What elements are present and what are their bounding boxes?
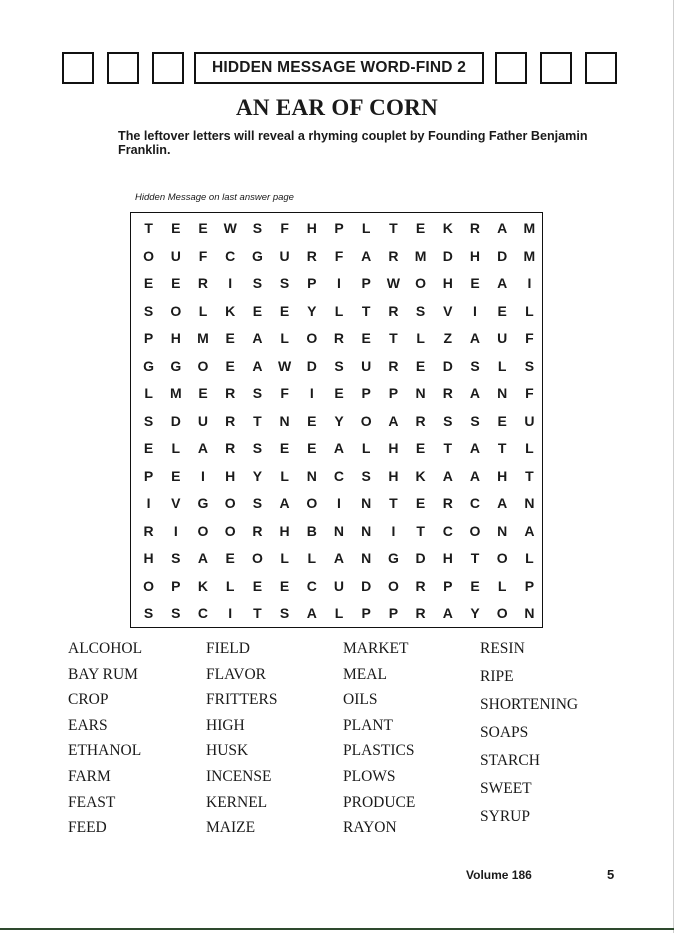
grid-letter: N [306, 467, 317, 484]
word-list-item: EARS [68, 716, 108, 734]
volume-label: Volume 186 [466, 868, 532, 882]
header-row [0, 52, 674, 84]
word-list-item: SHORTENING [480, 696, 579, 713]
word-list-item: RESIN [480, 640, 525, 657]
grid-letter: P [334, 220, 344, 236]
grid-letter: I [228, 605, 233, 621]
grid-letter: F [280, 385, 289, 401]
grid-letter: E [415, 495, 426, 511]
decorative-box [107, 52, 139, 84]
word-list-item: BAY RUM [68, 665, 138, 683]
grid-letter: D [415, 550, 426, 566]
grid-letter: N [497, 522, 508, 539]
grid-letter: T [497, 440, 507, 456]
grid-letter: E [171, 220, 181, 236]
word-list-item: FEAST [68, 793, 116, 811]
grid-letter: R [225, 385, 236, 401]
grid-letter: E [171, 467, 181, 484]
grid-letter: O [360, 412, 372, 429]
grid-letter: P [143, 330, 154, 346]
header-title: HIDDEN MESSAGE WORD-FIND 2 [194, 52, 484, 84]
grid-letter: F [525, 385, 534, 401]
grid-letter: S [143, 412, 154, 429]
grid-letter: S [524, 357, 535, 374]
grid-letter: D [306, 357, 317, 374]
grid-letter: C [197, 605, 209, 621]
grid-letter: N [279, 412, 290, 429]
grid-letter: P [143, 467, 154, 484]
grid-letter: E [415, 357, 426, 374]
grid-letter: P [307, 275, 317, 291]
grid-letter: A [442, 605, 453, 621]
grid-letter: H [388, 467, 399, 484]
grid-letter: T [416, 522, 425, 539]
grid-letter: H [306, 220, 317, 236]
grid-letter: S [252, 275, 263, 291]
grid-letter: O [306, 495, 318, 511]
grid-letter: S [279, 275, 290, 291]
grid-letter: S [252, 495, 263, 511]
grid-letter: H [170, 330, 181, 346]
grid-letter: L [525, 302, 534, 319]
grid-letter: V [443, 302, 453, 319]
grid-letter: T [443, 440, 453, 456]
grid-letter: R [388, 302, 399, 319]
word-list-item: MAIZE [206, 819, 256, 837]
grid-letter: E [198, 220, 208, 236]
grid-letter: G [143, 357, 155, 374]
grid-letter: P [388, 605, 399, 621]
grid-row [131, 408, 544, 436]
grid-letter: G [170, 357, 182, 374]
grid-letter: R [442, 385, 453, 401]
grid-letter: R [415, 577, 426, 594]
grid-letter: I [146, 495, 151, 511]
grid-letter: K [415, 467, 426, 484]
puzzle-title: AN EAR OF CORN [235, 95, 439, 120]
grid-letter: Y [334, 412, 344, 429]
grid-letter: I [201, 467, 205, 484]
grid-letter: A [469, 467, 481, 484]
grid-letter: T [253, 412, 262, 429]
grid-letter: Z [443, 330, 453, 346]
grid-letter: A [388, 412, 399, 429]
grid-letter: M [523, 247, 536, 264]
grid-row [131, 518, 544, 546]
grid-letter: P [361, 605, 371, 621]
page-number: 5 [607, 867, 615, 882]
grid-letter: S [252, 385, 263, 401]
grid-letter: L [280, 467, 289, 484]
grid-letter: R [333, 330, 345, 346]
grid-letter: G [387, 550, 399, 566]
grid-letter: E [252, 302, 263, 319]
grid-letter: L [361, 220, 371, 236]
grid-letter: L [307, 550, 317, 566]
grid-letter: P [388, 385, 399, 401]
decorative-box [495, 52, 527, 84]
grid-letter: U [197, 412, 209, 429]
grid-letter: E [470, 275, 480, 291]
grid-letter: O [143, 577, 155, 594]
grid-row [131, 353, 544, 381]
word-list-item: KERNEL [206, 793, 268, 811]
grid-letter: L [361, 440, 371, 456]
grid-letter: H [497, 467, 508, 484]
grid-letter: D [497, 247, 508, 264]
grid-letter: S [171, 550, 181, 566]
grid-letter: S [470, 357, 480, 374]
grid-letter: E [334, 385, 344, 401]
grid-letter: F [280, 220, 289, 236]
grid-letter: E [171, 275, 181, 291]
grid-letter: V [171, 495, 181, 511]
grid-letter: E [307, 412, 317, 429]
grid-letter: L [416, 330, 425, 346]
grid-row [131, 435, 544, 463]
word-list-item: SYRUP [480, 808, 530, 825]
grid-letter: O [469, 522, 481, 539]
grid-letter: A [252, 357, 263, 374]
grid-letter: P [361, 275, 371, 291]
grid-letter: R [252, 522, 263, 539]
grid-letter: E [225, 330, 235, 346]
grid-letter: S [361, 467, 371, 484]
grid-letter: G [197, 495, 209, 511]
word-list-item: FIELD [206, 640, 250, 657]
grid-letter: F [198, 247, 208, 264]
grid-letter: A [469, 385, 481, 401]
grid-letter: M [523, 220, 536, 236]
word-list-item: INCENSE [206, 768, 272, 785]
word-list-item: SOAPS [480, 724, 529, 741]
grid-letter: O [251, 550, 263, 566]
grid-letter: L [497, 577, 507, 594]
word-list-item: PLASTICS [343, 742, 415, 760]
grid-letter: W [223, 220, 237, 236]
bottom-rule [0, 928, 674, 930]
grid-letter: H [225, 467, 236, 484]
grid-letter: N [361, 550, 372, 566]
grid-letter: E [307, 440, 317, 456]
puzzle-intro: The leftover letters will reveal a rhyming couplet by Founding Father Benjamin Franklin. [118, 129, 588, 157]
grid-letter: T [389, 330, 398, 346]
grid-letter: T [525, 467, 534, 484]
hidden-message-hint: Hidden Message on last answer page [135, 192, 294, 203]
grid-letter: P [361, 385, 371, 401]
grid-letter: U [361, 357, 372, 374]
grid-letter: L [144, 385, 153, 401]
decorative-box [152, 52, 184, 84]
grid-letter: T [389, 495, 398, 511]
grid-letter: S [171, 605, 181, 621]
decorative-box [62, 52, 94, 84]
grid-letter: N [361, 495, 372, 511]
grid-letter: A [469, 330, 481, 346]
grid-letter: E [415, 440, 426, 456]
grid-row [131, 463, 544, 491]
grid-letter: I [173, 522, 178, 539]
grid-row [131, 270, 544, 298]
grid-letter: Y [252, 467, 263, 484]
grid-letter: O [143, 247, 155, 264]
grid-letter: C [225, 247, 236, 264]
grid-letter: L [225, 577, 235, 594]
grid-letter: F [525, 330, 534, 346]
grid-letter: L [334, 302, 344, 319]
grid-letter: R [306, 247, 317, 264]
grid-letter: A [497, 220, 508, 236]
word-list-item: HUSK [206, 742, 249, 760]
grid-letter: R [143, 522, 154, 539]
word-list-item: FARM [68, 768, 111, 785]
word-list-item: CROP [68, 691, 109, 709]
grid-letter: S [252, 220, 263, 236]
grid-letter: S [143, 605, 154, 621]
grid-letter: M [414, 247, 427, 264]
grid-letter: U [333, 577, 345, 594]
grid-letter: D [170, 412, 181, 429]
grid-letter: T [389, 220, 398, 236]
grid-letter: H [143, 550, 154, 566]
grid-letter: N [361, 522, 372, 539]
grid-letter: A [333, 550, 345, 566]
grid-row [131, 380, 544, 408]
grid-letter: K [225, 302, 236, 319]
grid-letter: D [361, 577, 372, 594]
grid-letter: F [334, 247, 344, 264]
grid-letter: I [228, 275, 233, 291]
word-list-item: FRITTERS [206, 691, 278, 709]
grid-letter: L [497, 357, 507, 374]
grid-letter: U [524, 412, 535, 429]
grid-letter: P [171, 577, 181, 594]
grid-letter: O [197, 522, 209, 539]
grid-letter: R [197, 275, 209, 291]
word-list-item: SWEET [480, 780, 532, 797]
grid-letter: Y [307, 302, 317, 319]
grid-letter: I [337, 495, 341, 511]
grid-letter: E [225, 550, 235, 566]
grid-letter: S [279, 605, 290, 621]
word-list-item: OILS [343, 691, 378, 709]
grid-letter: M [197, 330, 209, 346]
grid-letter: I [337, 275, 341, 291]
grid-letter: R [388, 247, 399, 264]
grid-letter: T [253, 605, 262, 621]
letter-grid [130, 212, 543, 628]
grid-letter: H [469, 247, 481, 264]
grid-letter: H [279, 522, 290, 539]
grid-letter: L [525, 550, 534, 566]
grid-letter: A [524, 522, 535, 539]
word-list-item: STARCH [480, 752, 540, 769]
grid-letter: N [497, 385, 508, 401]
grid-letter: W [277, 357, 292, 374]
grid-letter: O [197, 357, 209, 374]
grid-letter: R [415, 412, 426, 429]
grid-letter: N [524, 495, 535, 511]
grid-letter: B [306, 522, 317, 539]
grid-letter: C [469, 495, 481, 511]
grid-letter: S [252, 440, 263, 456]
grid-letter: I [391, 522, 396, 539]
grid-letter: O [306, 330, 318, 346]
grid-letter: I [527, 275, 532, 291]
grid-letter: E [252, 577, 263, 594]
grid-letter: E [143, 275, 154, 291]
grid-letter: H [442, 550, 453, 566]
grid-letter: N [524, 605, 535, 621]
word-list-item: MARKET [343, 640, 409, 657]
word-list-item: PLANT [343, 716, 393, 734]
grid-letter: H [388, 440, 399, 456]
grid-row [131, 545, 544, 573]
grid-row [131, 243, 544, 271]
grid-row [131, 325, 544, 353]
grid-letter: T [361, 302, 371, 319]
grid-letter: O [496, 550, 508, 566]
grid-letter: C [306, 577, 317, 594]
grid-letter: G [251, 247, 263, 264]
grid-letter: D [442, 247, 453, 264]
grid-letter: R [415, 605, 426, 621]
word-list-item: MEAL [343, 665, 387, 683]
word-list-item: ALCOHOL [68, 640, 143, 657]
grid-letter: I [473, 302, 477, 319]
word-list [0, 640, 674, 850]
word-list-item: HIGH [206, 716, 245, 734]
grid-row [131, 490, 544, 518]
grid-letter: E [279, 302, 290, 319]
grid-letter: A [252, 330, 263, 346]
grid-letter: K [442, 220, 453, 236]
word-list-item: ETHANOL [68, 742, 142, 760]
grid-letter: P [524, 577, 535, 594]
decorative-box [585, 52, 617, 84]
grid-letter: R [388, 357, 399, 374]
grid-letter: D [442, 357, 453, 374]
grid-letter: O [415, 275, 427, 291]
grid-letter: U [497, 330, 508, 346]
grid-letter: E [279, 577, 290, 594]
grid-letter: O [224, 522, 236, 539]
grid-letter: A [361, 247, 372, 264]
word-list-item: FLAVOR [206, 665, 267, 683]
grid-letter: C [442, 522, 453, 539]
grid-letter: H [442, 275, 453, 291]
grid-letter: L [280, 550, 289, 566]
grid-letter: E [279, 440, 290, 456]
grid-letter: R [225, 412, 236, 429]
grid-letter: S [443, 412, 453, 429]
grid-letter: C [333, 467, 345, 484]
grid-row [131, 298, 544, 326]
grid-letter: N [415, 385, 426, 401]
grid-letter: E [361, 330, 371, 346]
grid-letter: A [469, 440, 481, 456]
grid-letter: L [198, 302, 208, 319]
grid-letter: E [225, 357, 235, 374]
grid-letter: T [144, 220, 153, 236]
grid-letter: N [333, 522, 345, 539]
grid-letter: S [470, 412, 480, 429]
grid-letter: A [197, 440, 209, 456]
grid-letter: A [306, 605, 317, 621]
grid-letter: O [387, 577, 399, 594]
grid-letter: I [309, 385, 314, 401]
grid-letter: O [224, 495, 236, 511]
grid-letter: S [334, 357, 344, 374]
grid-letter: E [497, 412, 507, 429]
word-list-item: PRODUCE [343, 793, 416, 811]
grid-letter: P [443, 577, 453, 594]
grid-letter: O [170, 302, 182, 319]
decorative-box [540, 52, 572, 84]
grid-letter: M [169, 385, 182, 401]
grid-letter: S [415, 302, 426, 319]
grid-letter: S [143, 302, 154, 319]
grid-letter: W [386, 275, 400, 291]
grid-letter: A [442, 467, 453, 484]
grid-letter: A [279, 495, 290, 511]
grid-letter: R [469, 220, 481, 236]
grid-letter: L [525, 440, 534, 456]
grid-letter: A [497, 495, 508, 511]
grid-letter: U [170, 247, 181, 264]
grid-letter: A [497, 275, 508, 291]
word-list-item: PLOWS [343, 768, 396, 785]
grid-letter: E [415, 220, 426, 236]
grid-letter: A [197, 550, 209, 566]
grid-letter: R [225, 440, 236, 456]
grid-letter: E [143, 440, 154, 456]
grid-letter: T [470, 550, 480, 566]
word-list-item: RAYON [343, 819, 397, 837]
grid-letter: U [279, 247, 290, 264]
grid-letter: L [280, 330, 289, 346]
grid-row [131, 600, 544, 628]
grid-letter: A [333, 440, 345, 456]
grid-letter: K [197, 577, 209, 594]
grid-letter: E [198, 385, 208, 401]
grid-letter: R [442, 495, 453, 511]
grid-row [131, 573, 544, 601]
grid-row [131, 215, 544, 243]
grid-letter: O [496, 605, 508, 621]
grid-letter: E [497, 302, 507, 319]
grid-letter: E [470, 577, 480, 594]
grid-letter: L [171, 440, 181, 456]
word-list-item: FEED [68, 819, 107, 837]
word-list-item: RIPE [480, 668, 514, 685]
grid-letter: L [334, 605, 344, 621]
grid-letter: Y [470, 605, 480, 621]
